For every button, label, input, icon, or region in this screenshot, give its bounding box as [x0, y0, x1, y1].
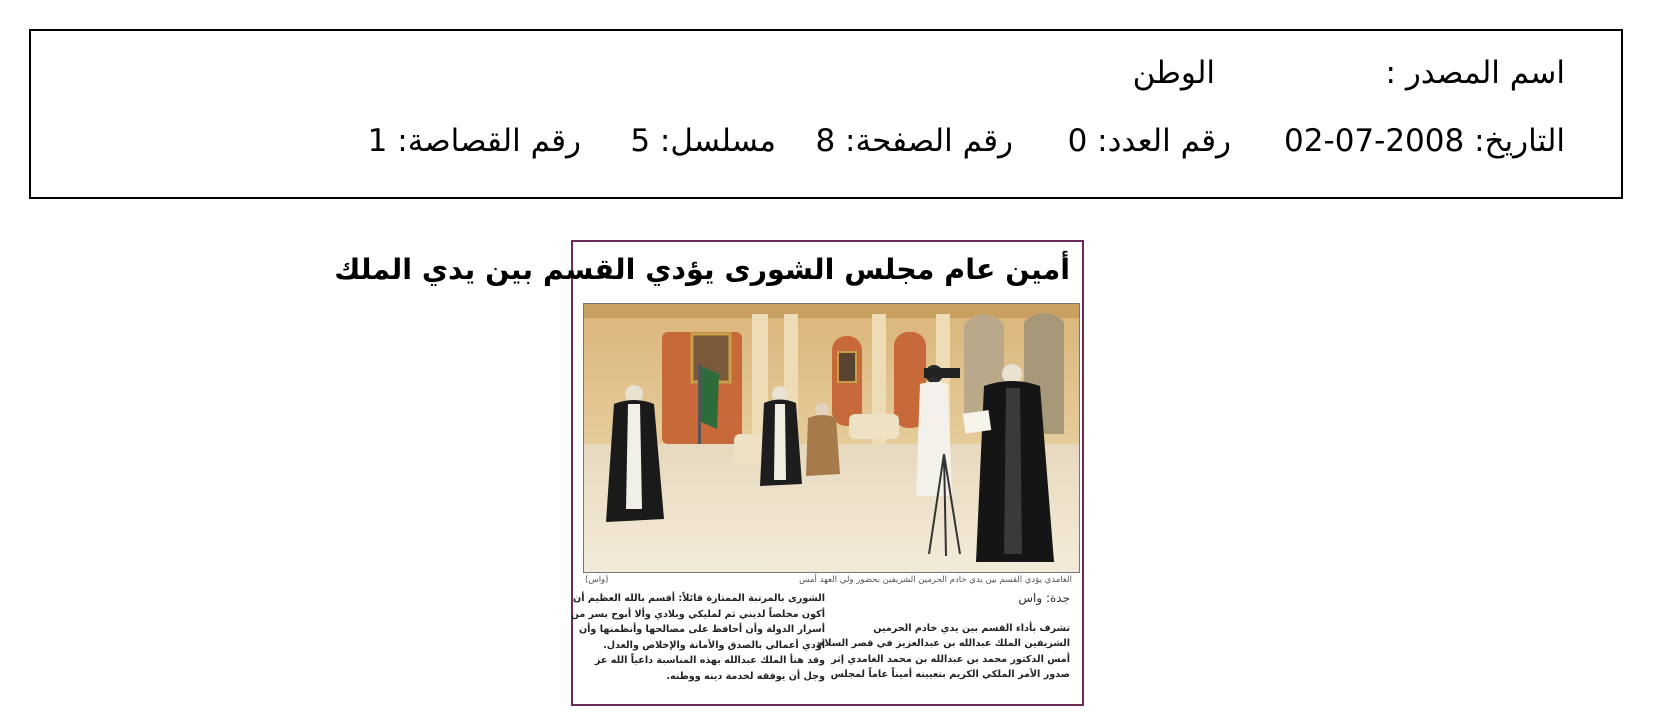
- article-dateline: جدة: واس: [1018, 591, 1070, 605]
- issue-number-field: رقم العدد: 0: [1067, 123, 1231, 159]
- article-headline: أمين عام مجلس الشورى يؤدي القسم بين يدي الملك: [334, 253, 1070, 286]
- clipping-number-field: رقم القصاصة: 1: [367, 123, 581, 159]
- article-line: صدور الأمر الملكي الكريم بتعيينه أميناً عاماً لمجلس: [830, 669, 1070, 680]
- article-column-left: [570, 591, 825, 684]
- photo-caption: الغامدي يؤدي القسم بين يدي خادم الحرمين الشريفين بحضور ولي العهد أمس: [799, 575, 1072, 585]
- source-label: اسم المصدر :: [1385, 55, 1565, 91]
- article-line: وقد هنأ الملك عبدالله بهذه المناسبة داعياً الله عز: [594, 655, 825, 666]
- article-photo: [583, 303, 1080, 573]
- serial-field: مسلسل: 5: [630, 123, 776, 159]
- article-line: الشورى بالمرتبة الممتازة قائلاً: أقسم بالله العظيم أن: [573, 593, 825, 604]
- article-line: أمس الدكتور محمد بن عبدالله بن محمد الغامدي إثر: [831, 653, 1070, 665]
- article-line: أسرار الدولة وأن أحافظ على مصالحها وأنظمتها وأن: [578, 624, 825, 635]
- source-metadata-box: [29, 29, 1623, 199]
- photo-credit: (واس): [585, 575, 609, 585]
- date-field: التاريخ: 2008-07-02: [1284, 123, 1565, 159]
- article-line: وجل أن يوفقه لخدمة دينه ووطنه.: [666, 670, 825, 682]
- newspaper-clipping: [334, 240, 1084, 706]
- article-line: الشريفين الملك عبدالله بن عبدالعزيز في قصر السلام: [817, 638, 1070, 649]
- article-line: أؤدي أعمالي بالصدق والأمانة والإخلاص والعدل.: [603, 639, 825, 651]
- article-column-right: [817, 591, 1070, 683]
- source-value: الوطن: [1132, 55, 1215, 91]
- article-line: تشرف بأداء القسم بين يدي خادم الحرمين: [873, 622, 1070, 634]
- page-number-field: رقم الصفحة: 8: [815, 123, 1013, 159]
- article-line: أكون مخلصاً لديني ثم لمليكي وبلادي وألا أبوح بسر من: [570, 608, 825, 620]
